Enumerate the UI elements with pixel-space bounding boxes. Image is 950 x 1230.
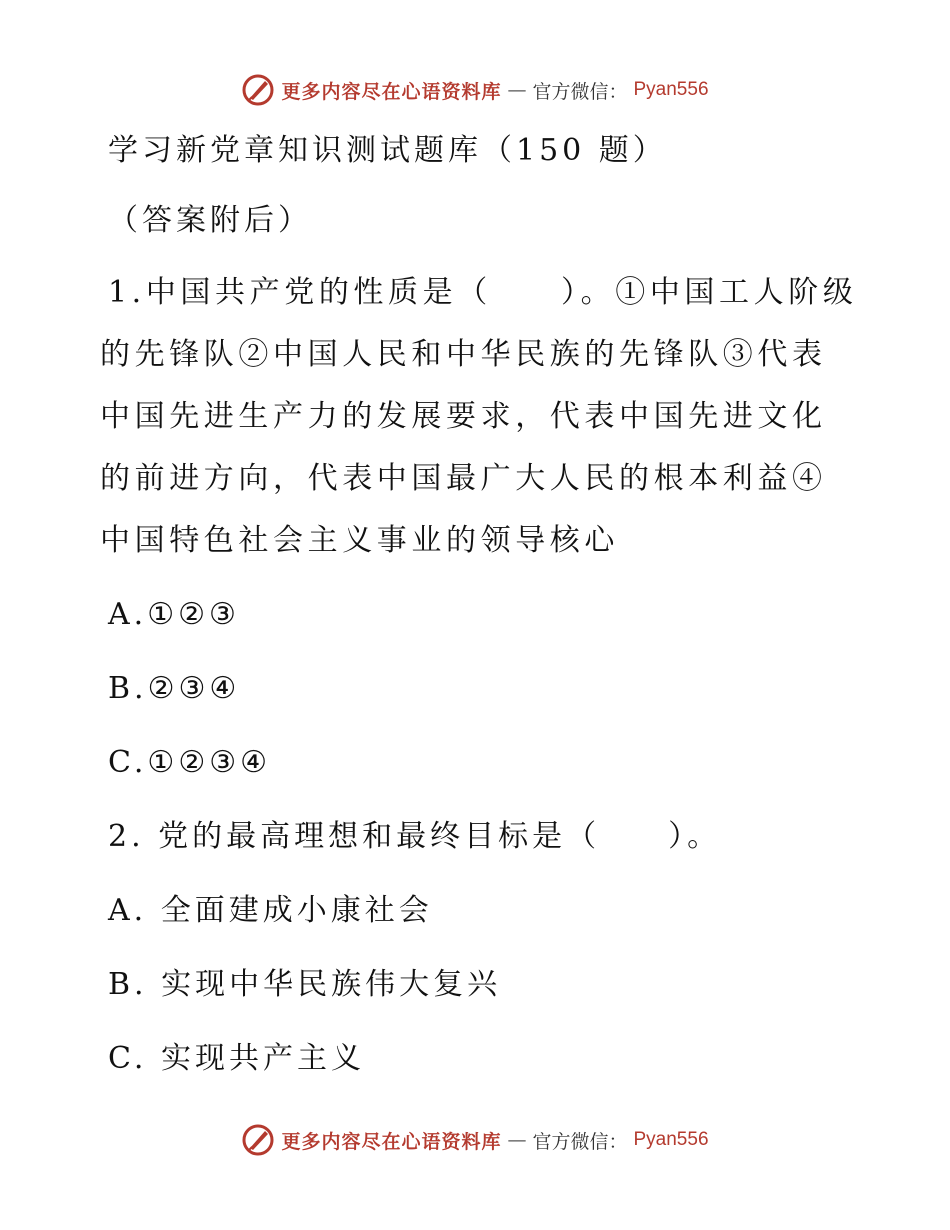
question-2-option-a: A. 全面建成小康社会 <box>108 893 433 928</box>
banner-wechat-label: 官方微信： <box>532 80 628 103</box>
banner-site-text: 更多内容尽在心语资料库 <box>281 1130 502 1153</box>
quill-logo-icon <box>241 1123 275 1157</box>
question-2-option-c: C. 实现共产主义 <box>108 1041 365 1076</box>
question-2-text: 2. 党的最高理想和最终目标是（ ）。 <box>108 819 722 854</box>
banner-site-text: 更多内容尽在心语资料库 <box>281 80 502 103</box>
question-2-option-b: B. 实现中华民族伟大复兴 <box>108 967 502 1002</box>
banner-wechat-id: Pyan556 <box>633 1129 709 1150</box>
document-title: 学习新党章知识测试题库（150 题） <box>108 133 667 168</box>
document-subtitle: （答案附后） <box>108 203 312 238</box>
document-body <box>100 122 860 1096</box>
banner-separator: — <box>507 1129 527 1151</box>
question-1-option-b: B.②③④ <box>108 671 241 706</box>
footer-banner <box>0 1120 950 1160</box>
banner-separator: — <box>507 79 527 101</box>
question-1-option-a: A.①②③ <box>108 597 240 632</box>
banner-wechat-label: 官方微信： <box>532 1130 628 1153</box>
banner-wechat-id: Pyan556 <box>633 79 709 100</box>
header-banner <box>0 70 950 110</box>
question-1-option-c: C.①②③④ <box>108 745 271 780</box>
quill-logo-icon <box>241 73 275 107</box>
question-1-text: 1.中国共产党的性质是（ ）。①中国工人阶级的先锋队②中国人民和中华民族的先锋队③代表中国先进生产力的发展要求，代表中国先进文化的前进方向，代表中国最广大人民的根本利益④中国特色社会主义事业的领导核心 <box>100 275 858 558</box>
